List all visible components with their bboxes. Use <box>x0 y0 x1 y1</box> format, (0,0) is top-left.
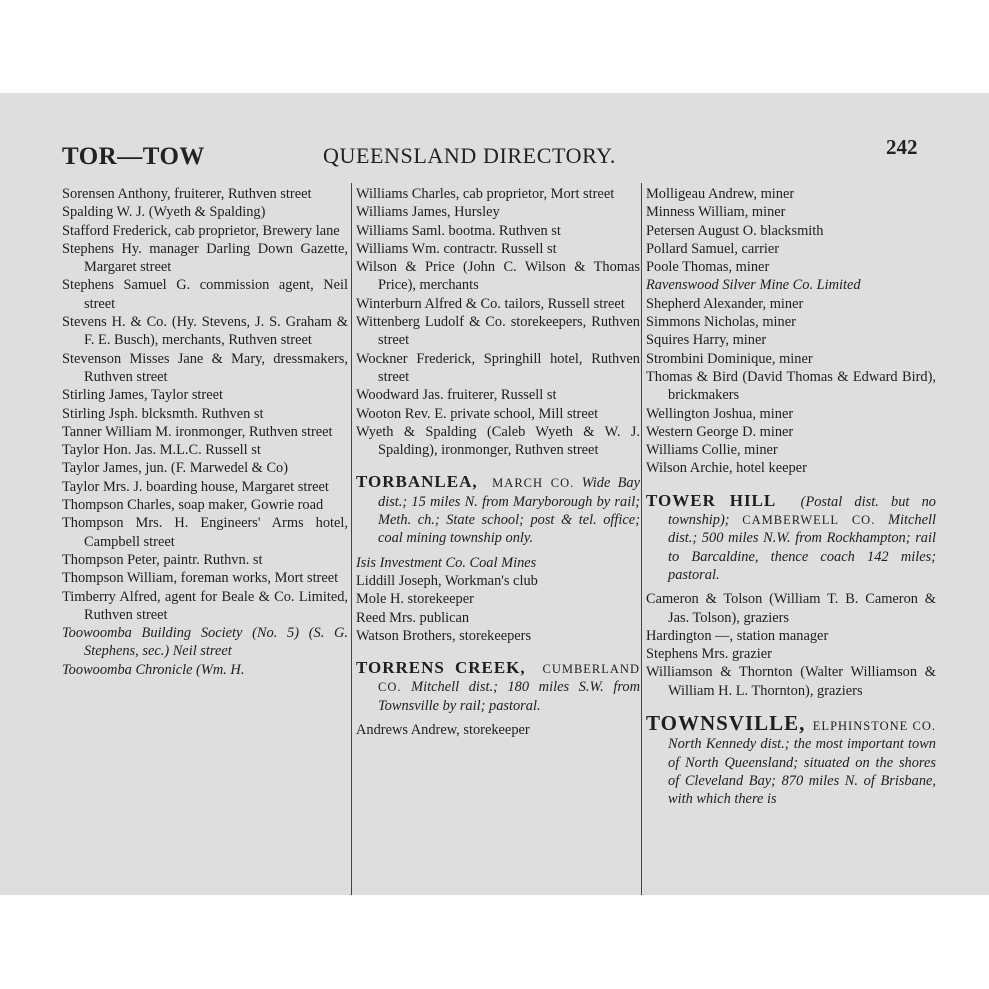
list-item: Williamson & Thornton (Walter Williamson & William H. L. Thornton), graziers <box>646 664 936 699</box>
list-item: Toowoomba Chronicle (Wm. H. <box>62 661 245 678</box>
list-item: Petersen August O. blacksmith <box>646 222 824 239</box>
list-item: Stevenson Misses Jane & Mary, dressmakers, Ruthven street <box>62 350 348 385</box>
list-item: Liddill Joseph, Workman's club <box>356 572 538 589</box>
list-item: Taylor Mrs. J. boarding house, Margaret street <box>62 478 329 495</box>
town-heading-townsville <box>646 711 936 808</box>
town-heading-torrens-creek <box>356 659 640 715</box>
list-item: Tanner William M. ironmonger, Ruthven street <box>62 423 333 440</box>
column-divider <box>351 183 352 895</box>
town-name: TORBANLEA, <box>356 472 478 492</box>
town-name: TORRENS CREEK, <box>356 658 526 678</box>
page-title: QUEENSLAND DIRECTORY. <box>323 143 616 168</box>
list-item: Simmons Nicholas, miner <box>646 314 796 331</box>
list-item: Thomas & Bird (David Thomas & Edward Bird), brickmakers <box>646 368 936 404</box>
town-name: TOWER HILL <box>646 490 777 510</box>
list-item: Williams James, Hursley <box>356 204 500 221</box>
list-item: Isis Investment Co. Coal Mines <box>356 554 537 571</box>
list-item: Williams Charles, cab proprietor, Mort street <box>356 186 615 202</box>
list-item: Minness William, miner <box>646 204 786 221</box>
list-item: Pollard Samuel, carrier <box>646 240 780 257</box>
list-item: Squires Harry, miner <box>646 332 767 349</box>
list-item: Timberry Alfred, agent for Beale & Co. Limited, Ruthven street <box>62 588 348 623</box>
page-number: 242 <box>886 135 918 159</box>
list-item: Stephens Mrs. grazier <box>646 646 772 663</box>
list-item: Western George D. miner <box>646 423 794 440</box>
column-3 <box>646 185 936 809</box>
town-description: Mitchell dist.; 180 miles S.W. from Townsville by rail; pastoral. <box>378 679 640 714</box>
list-item: Wooton Rev. E. private school, Mill street <box>356 405 599 422</box>
list-item: Wellington Joshua, miner <box>646 405 794 422</box>
column-divider <box>641 183 642 895</box>
list-item: Sorensen Anthony, fruiterer, Ruthven street <box>62 186 312 202</box>
town-county: ELPHINSTONE CO. <box>812 719 936 734</box>
town-note: (Postal dist. but no township); <box>668 493 936 529</box>
list-item: Stevens H. & Co. (Hy. Stevens, J. S. Graham & F. E. Busch), merchants, Ruthven street <box>62 314 348 349</box>
list-item: Thompson Mrs. H. Engineers' Arms hotel, Campbell street <box>62 515 348 550</box>
town-county: CAMBERWELL CO. <box>742 513 876 528</box>
list-item: Strombini Dominique, miner <box>646 350 813 367</box>
list-item: Stephens Samuel G. commission agent, Neil street <box>62 277 348 312</box>
list-item: Wilson & Price (John C. Wilson & Thomas Price), merchants <box>356 259 640 294</box>
list-item: Reed Mrs. publican <box>356 609 470 626</box>
list-item: Shepherd Alexander, miner <box>646 295 804 312</box>
town-name: TOWNSVILLE, <box>646 711 806 736</box>
list-item: Molligeau Andrew, miner <box>646 186 795 202</box>
list-item: Thompson Charles, soap maker, Gowrie road <box>62 497 324 514</box>
list-item: Watson Brothers, storekeepers <box>356 627 532 644</box>
list-item: Thompson William, foreman works, Mort street <box>62 570 339 587</box>
directory-page <box>0 93 989 895</box>
column-2 <box>356 185 640 739</box>
list-item: Cameron & Tolson (William T. B. Cameron & Jas. Tolson), graziers <box>646 591 936 626</box>
page-range-header: TOR—TOW <box>62 143 205 170</box>
list-item: Stephens Hy. manager Darling Down Gazette, Margaret street <box>62 240 348 276</box>
town-county: CUMBERLAND CO. <box>378 662 640 695</box>
list-item: Wyeth & Spalding (Caleb Wyeth & W. J. Spalding), ironmonger, Ruthven street <box>356 423 640 459</box>
list-item: Williams Saml. bootma. Ruthven st <box>356 222 561 239</box>
list-item: Wittenberg Ludolf & Co. storekeepers, Ruthven street <box>356 314 640 349</box>
list-item: Stirling James, Taylor street <box>62 387 223 404</box>
list-item: Poole Thomas, miner <box>646 259 770 276</box>
list-item: Stafford Frederick, cab proprietor, Brewery lane <box>62 222 340 239</box>
town-description: Mitchell dist.; 500 miles N.W. from Rockhampton; rail to Barcaldine, thence coach 142 miles; pastoral. <box>668 512 936 583</box>
list-item: Wockner Frederick, Springhill hotel, Ruthven street <box>356 350 640 385</box>
list-item: Mole H. storekeeper <box>356 591 474 608</box>
list-item: Spalding W. J. (Wyeth & Spalding) <box>62 204 266 221</box>
town-heading-torbanlea <box>356 473 640 547</box>
list-item: Winterburn Alfred & Co. tailors, Russell street <box>356 295 625 312</box>
list-item: Thompson Peter, paintr. Ruthvn. st <box>62 551 263 568</box>
list-item: Wilson Archie, hotel keeper <box>646 460 807 477</box>
list-item: Andrews Andrew, storekeeper <box>356 722 530 739</box>
list-item: Williams Collie, miner <box>646 442 778 459</box>
list-item: Ravenswood Silver Mine Co. Limited <box>646 277 861 294</box>
list-item: Taylor James, jun. (F. Marwedel & Co) <box>62 460 289 477</box>
list-item: Williams Wm. contractr. Russell st <box>356 240 557 257</box>
list-item: Stirling Jsph. blcksmth. Ruthven st <box>62 405 264 422</box>
list-item: Taylor Hon. Jas. M.L.C. Russell st <box>62 442 261 459</box>
list-item: Woodward Jas. fruiterer, Russell st <box>356 387 557 404</box>
column-1 <box>62 185 348 679</box>
list-item: Hardington —, station manager <box>646 627 829 644</box>
list-item: Toowoomba Building Society (No. 5) (S. G. Stephens, sec.) Neil street <box>62 625 348 660</box>
town-description: North Kennedy dist.; the most important town of North Queensland; situated on the shores of Cleveland Bay; 870 miles N. of Brisbane, with which there is <box>668 736 936 808</box>
town-heading-tower-hill <box>646 492 936 584</box>
town-county: MARCH CO. <box>492 476 575 491</box>
town-description: Wide Bay dist.; 15 miles N. from Maryborough by rail; Meth. ch.; State school; post & tel. office; coal mining township only. <box>378 475 640 547</box>
